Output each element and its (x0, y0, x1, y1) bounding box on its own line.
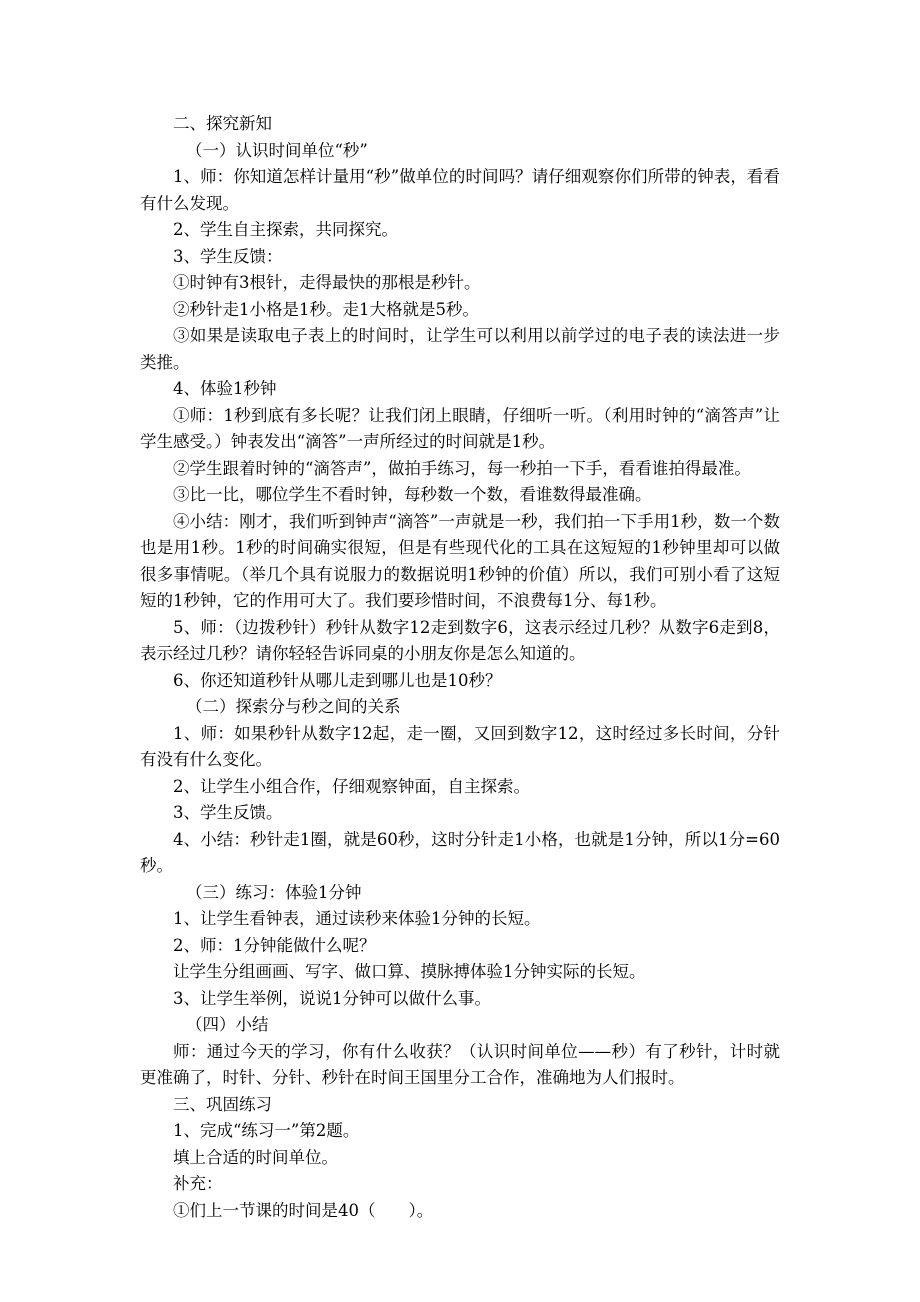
subsection-heading: （一）认识时间单位“秒” (186, 140, 368, 160)
paragraph: 2、让学生小组合作，仔细观察钟面，自主探索。 (173, 776, 530, 796)
paragraph: ④小结：刚才，我们听到钟声“滴答”一声就是一秒，我们拍一下手用1秒，数一个数也是用1秒。1秒的时间确实很短，但是有些现代化的工具在这短短的1秒钟里却可以做很多事情呢。（举几个具有说服力的数据说明1秒钟的价值）所以，我们可别小看了这短短的1秒钟，它的作用可大了。我们要珍惜时间，不浪费每1分、每1秒。 (140, 511, 780, 610)
paragraph: ①时钟有3根针，走得最快的那根是秒针。 (173, 273, 481, 292)
paragraph: ②秒针走1小格是1秒。走1大格就是5秒。 (173, 299, 479, 319)
paragraph: 6、你还知道秒针从哪儿走到哪儿也是10秒？ (173, 670, 502, 690)
paragraph: 5、师：（边拨秒针）秒针从数字12走到数字6，这表示经过几秒？从数字6走到8，表示经过几秒？请你轻轻告诉同桌的小朋友你是怎么知道的。 (140, 617, 780, 663)
paragraph: 2、学生自主探索，共同探究。 (173, 220, 398, 239)
paragraph: 2、师：1分钟能做什么呢？ (173, 935, 376, 955)
section-heading: 二、探究新知 (173, 114, 272, 133)
paragraph: 3、学生反馈。 (173, 803, 283, 822)
paragraph: 3、让学生举例，说说1分钟可以做什么事。 (173, 988, 491, 1008)
subsection-heading: （四）小结 (186, 1015, 269, 1034)
subsection-heading: （三）练习：体验1分钟 (186, 882, 362, 902)
paragraph: 让学生分组画画、写字、做口算、摸脉搏体验1分钟实际的长短。 (173, 962, 646, 981)
paragraph: ③比一比，哪位学生不看时钟，每秒数一个数，看谁数得最准确。 (173, 485, 652, 504)
paragraph: 1、完成“练习一”第2题。 (173, 1121, 360, 1140)
paragraph: 1、让学生看钟表，通过读秒来体验1分钟的长短。 (173, 909, 541, 928)
document-body (140, 111, 780, 1224)
subsection-heading: （二）探索分与秒之间的关系 (186, 697, 401, 716)
paragraph: 填上合适的时间单位。 (173, 1147, 338, 1167)
paragraph: ③如果是读取电子表上的时间时，让学生可以利用以前学过的电子表的读法进一步类推。 (140, 326, 780, 372)
paragraph: 4、体验1秒钟 (173, 379, 277, 398)
paragraph: 1、师：你知道怎样计量用“秒”做单位的时间吗？请仔细观察你们所带的钟表，看看有什么发现。 (140, 167, 780, 213)
paragraph: 4、小结：秒针走1圈，就是60秒，这时分针走1小格，也就是1分钟，所以1分=60秒。 (140, 829, 780, 875)
paragraph: ①们上一节课的时间是40（ ）。 (173, 1200, 434, 1220)
paragraph: ①师：1秒到底有多长呢？让我们闭上眼睛，仔细听一听。（利用时钟的“滴答声”让学生感受。）钟表发出“滴答”一声所经过的时间就是1秒。 (140, 405, 780, 451)
paragraph: 1、师：如果秒针从数字12起，走一圈，又回到数字12，这时经过多长时间，分针有没有什么变化。 (140, 723, 780, 769)
paragraph: 3、学生反馈： (173, 246, 283, 266)
paragraph: ②学生跟着时钟的“滴答声”，做拍手练习，每一秒拍一下手，看看谁拍得最准。 (173, 458, 751, 478)
paragraph: 师：通过今天的学习，你有什么收获？（认识时间单位——秒）有了秒针，计时就更准确了，时针、分针、秒针在时间王国里分工合作，准确地为人们报时。 (140, 1041, 780, 1087)
section-heading: 三、巩固练习 (173, 1094, 272, 1114)
paragraph: 补充： (173, 1174, 223, 1193)
